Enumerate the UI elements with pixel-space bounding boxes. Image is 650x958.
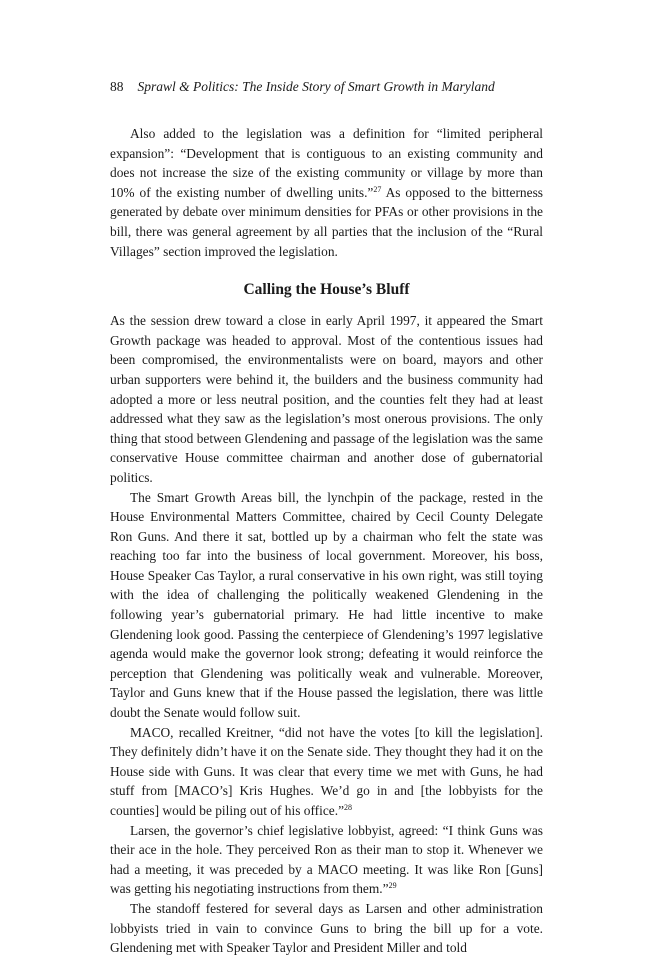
paragraph-text: Larsen, the governor’s chief legislative lobbyist, agreed: “I think Guns was their ace in the hole. They perceived Ron as their man to stop it. Whenever we had a meeting, it was preceded by a MACO meeting. It was like Ron [Guns] was getting his negotiating instructions from them.”: [110, 822, 543, 897]
paragraph-text: The Smart Growth Areas bill, the lynchpin of the package, rested in the House Environmental Matters Committee, chaired by Cecil County Delegate Ron Guns. And there it sat, bottled up by a chairman who felt the state was reaching too far into the business of local government. Moreover, his boss, House Speaker Cas Taylor, a rural conservative in his own right, was still toying with the idea of challenging the politically weakened Glendening in the following year’s gubernatorial primary. He had little incentive to make Glendening look good. Passing the centerpiece of Glendening’s 1997 legislative agenda would make the governor look strong; defeating it would reinforce the perception that Glendening was politically weak and vulnerable. Moreover, Taylor and Guns knew that if the House passed the legislation, there was little doubt the Senate would follow suit.: [110, 489, 543, 721]
paragraph-text: Also added to the legislation was a definition for “limited peripheral expansion”: “Development that is contiguous to an existing community and does not increase the size of the existing community or village by more than 10% of the existing number of dwelling units.”: [110, 126, 543, 200]
footnote-ref: 27: [373, 184, 382, 194]
footnote-ref: 29: [388, 881, 397, 891]
paragraph-limited-peripheral-expansion: [110, 124, 543, 261]
book-title: Sprawl & Politics: The Inside Story of Smart Growth in Maryland: [137, 79, 495, 94]
book-page: [110, 78, 543, 958]
paragraph-maco-kreitner-quote: [110, 723, 543, 821]
running-head: [110, 78, 543, 96]
footnote-ref: 28: [344, 803, 353, 812]
page-number: 88: [110, 79, 124, 94]
paragraph-session-close: [110, 311, 543, 487]
paragraph-text-continued: As opposed to the bitterness generated by debate over minimum densities for PFAs or other provisions in the bill, there was general agreement by all parties that the inclusion of the “Rural Villages” section improved the legislation.: [110, 184, 543, 259]
paragraph-standoff: [110, 899, 543, 958]
paragraph-text: The standoff festered for several days as Larsen and other administration lobbyists tried in vain to convince Guns to bring the bill up for a vote. Glendening met with Speaker Taylor and President Miller and told: [110, 900, 543, 956]
paragraph-text: As the session drew toward a close in early April 1997, it appeared the Smart Growth package was headed to approval. Most of the contentious issues had been compromised, the environmentalists were on board, mayors and other urban supporters were behind it, the builders and the business community had adopted a more or less neutral position, and the counties felt they had at least addressed what they saw as the legislation’s most onerous provisions. The only thing that stood between Glendening and passage of the legislation was the same conservative House committee chairman and another dose of gubernatorial politics.: [110, 313, 543, 485]
paragraph-text: MACO, recalled Kreitner, “did not have the votes [to kill the legislation]. They definitely didn’t have it on the Senate side. They thought they had it on the House side with Guns. It was clear that every time we met with Guns, he had stuff from [MACO’s] Kris Hughes. We’d go in and [the lobbyists for the counties] would be piling out of his office.”: [110, 724, 543, 818]
paragraph-smart-growth-areas-bill: [110, 488, 543, 723]
section-heading: Calling the House’s Bluff: [243, 281, 410, 299]
paragraph-larsen-quote: [110, 821, 543, 899]
